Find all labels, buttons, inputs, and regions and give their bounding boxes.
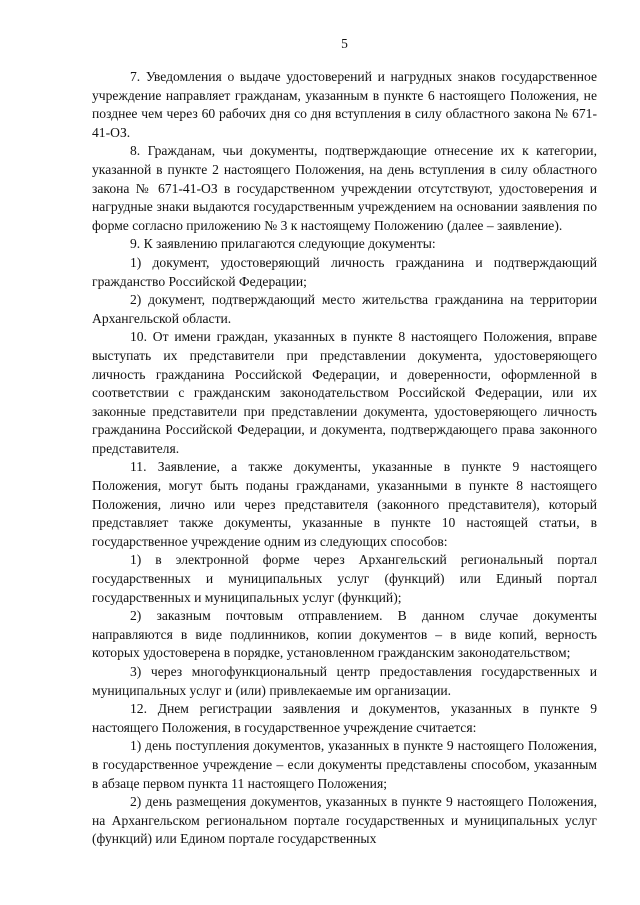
paragraph-7: 7. Уведомления о выдаче удостоверений и нагрудных знаков государственное учреждение направляет гражданам, указанным в пункте 6 настоящего Положения, не позднее чем через 60 рабочих дня со дня вступления в силу областного закона № 671-41-ОЗ.	[92, 69, 597, 140]
paragraph-9: 9. К заявлению прилагаются следующие документы:	[130, 236, 436, 252]
paragraph-9-item-2: 2) документ, подтверждающий место жительства гражданина на территории Архангельской области.	[92, 292, 597, 326]
paragraph-8: 8. Гражданам, чьи документы, подтверждающие отнесение их к категории, указанной в пункте 2 настоящего Положения, на день вступления в силу областного закона № 671-41-ОЗ в государственном учреждении отсутствуют, удостоверения и нагрудные знаки выдаются государственным учреждением на основании заявления по форме согласно приложению № 3 к настоящему Положению (далее – заявление).	[92, 143, 597, 233]
paragraph-11-item-1: 1) в электронной форме через Архангельский региональный портал государственных и муниципальных услуг (функций) или Единый портал государственных и муниципальных услуг (функций);	[92, 552, 597, 605]
paragraph-11: 11. Заявление, а также документы, указанные в пункте 9 настоящего Положения, могут быть поданы гражданами, указанными в пункте 8 настоящего Положения, лично или через представителя (законного представителя), который представляет также документы, указанные в пункте 10 настоящей статьи, в государственное учреждение одним из следующих способов:	[92, 459, 597, 549]
paragraph-10: 10. От имени граждан, указанных в пункте 8 настоящего Положения, вправе выступать их представители при представлении документа, удостоверяющего личность гражданина Российской Федерации, и доверенности, оформленной в соответствии с гражданским законодательством Российской Федерации, или их законные представители при представлении документа, удостоверяющего личность гражданина Российской Федерации, и документа, подтверждающего права законного представителя.	[92, 329, 597, 456]
paragraph-9-item-1: 1) документ, удостоверяющий личность гражданина и подтверждающий гражданство Российской Федерации;	[92, 254, 597, 289]
paragraph-12-item-1: 1) день поступления документов, указанных в пункте 9 настоящего Положения, в государственное учреждение – если документы представлены способом, указанным в абзаце первом пункта 11 настоящего Положения;	[92, 738, 597, 791]
paragraph-12: 12. Днем регистрации заявления и документов, указанных в пункте 9 настоящего Положения, в государственное учреждение считается:	[92, 701, 597, 735]
document-body	[92, 68, 597, 849]
paragraph-11-item-2: 2) заказным почтовым отправлением. В данном случае документы направляются в виде подлинников, копии документов – в виде копий, верность которых удостоверена в порядке, установленном гражданским законодательством;	[92, 608, 597, 661]
paragraph-12-item-2: 2) день размещения документов, указанных в пункте 9 настоящего Положения, на Архангельском региональном портале государственных и муниципальных услуг (функций) или Едином портале государственных	[92, 794, 597, 847]
paragraph-11-item-3: 3) через многофункциональный центр предоставления государственных и муниципальных услуг и (или) привлекаемые им организации.	[92, 664, 597, 698]
page-number: 5	[341, 36, 348, 51]
